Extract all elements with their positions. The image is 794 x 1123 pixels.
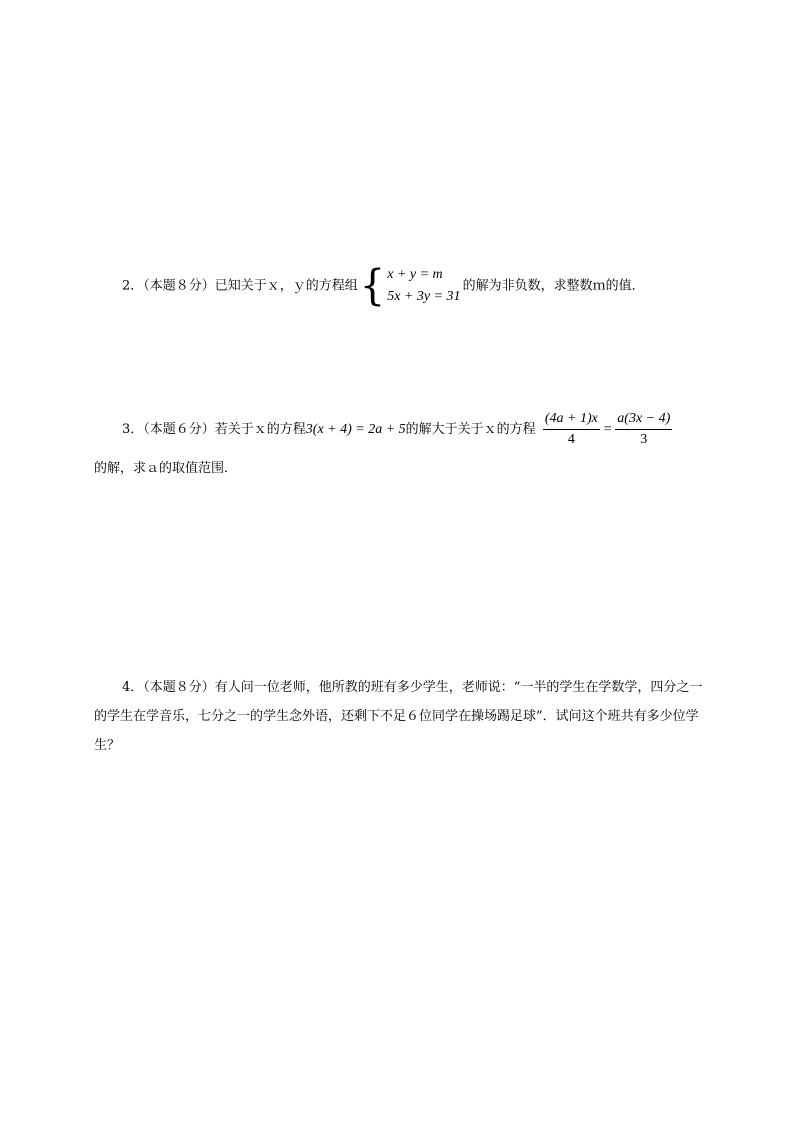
problem-3-prefix: 3．（本题６分）若关于ｘ的方程 (122, 422, 306, 437)
problem-3-middle: 的解大于关于ｘ的方程 (405, 422, 536, 437)
problem-4: 4．（本题８分）有人问一位老师，他所教的班有多少学生，老师说：“一半的学生在学数学，四分之一的学生在学音乐，七分之一的学生念外语，还剩下不足６位同学在操场踢足球”．试问这个班共有多少位学生？ (94, 680, 703, 753)
problem-2-prefix: 2．（本题８分）已知关于ｘ，ｙ的方程组 (122, 278, 358, 294)
system-equation-1: x + y = m (387, 267, 443, 282)
problem-3 (122, 410, 722, 449)
fraction-1 (543, 410, 600, 449)
problem-2 (122, 261, 722, 311)
fraction-2 (615, 410, 672, 449)
system-equation-2: 5x + 3y = 31 (387, 289, 461, 304)
equals-sign: = (602, 421, 613, 437)
fraction-2-denominator: 3 (640, 432, 648, 447)
problem-3-continuation: 的解，求ａ的取值范围． (94, 461, 238, 476)
fraction-1-numerator: (4a + 1)x (543, 410, 600, 430)
fraction-1-denominator: 4 (567, 432, 575, 447)
problem-2-suffix: 的解为非负数，求整数ｍ的值． (462, 278, 645, 294)
fraction-2-numerator: a(3x − 4) (615, 410, 672, 430)
equation-1: 3(x + 4) = 2a + 5 (305, 421, 406, 437)
left-brace: { (359, 261, 386, 311)
equation-system (359, 261, 461, 311)
